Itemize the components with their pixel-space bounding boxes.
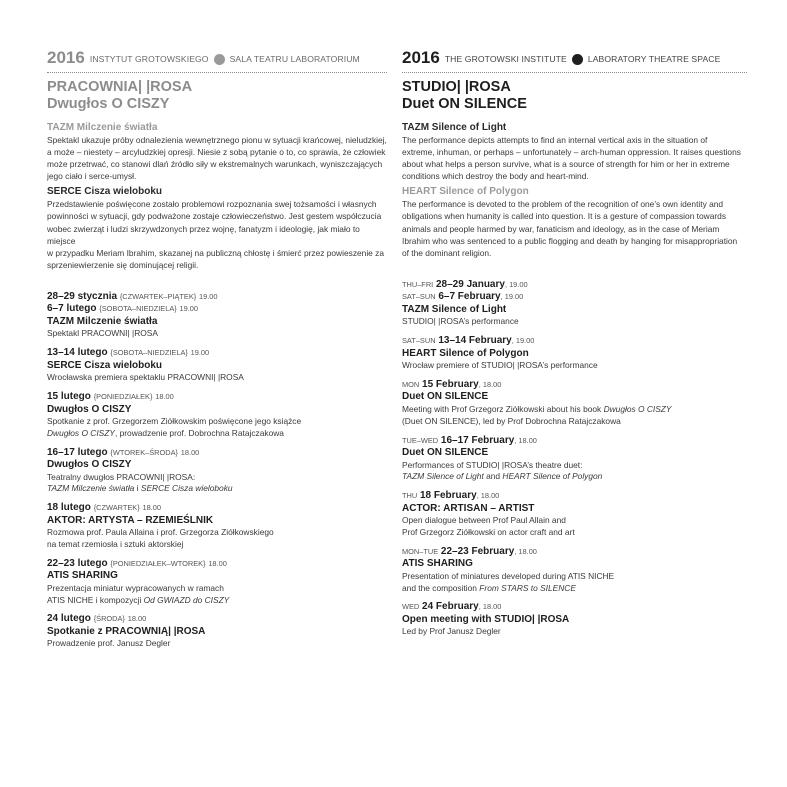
column-header xyxy=(47,44,387,66)
event-day: {ŚRODA} xyxy=(93,614,125,624)
event-description: Prowadzenie prof. Janusz Degler xyxy=(47,638,171,649)
event-time: 19.00 xyxy=(515,336,535,346)
event-description: Dwugłos O CISZY, prowadzenie prof. Dobrochna Ratajczakowa xyxy=(47,427,284,438)
event-description: ATIS NICHE i kompozycji Od GWIAZD do CISZY xyxy=(47,594,230,605)
event-description: Spotkanie z prof. Grzegorzem Ziółkowskim poświęcone jego książce xyxy=(47,416,302,427)
event-title: Dwugłos O CISZY xyxy=(47,403,132,415)
event-description: Performances of STUDIO| |ROSA’s theatre duet: xyxy=(402,459,583,470)
schedule-event xyxy=(402,279,747,328)
event-date: 15 lutego xyxy=(47,391,91,403)
event-title: Dwugłos O CISZY xyxy=(47,459,132,471)
description-section xyxy=(402,186,747,258)
event-description: Led by Prof Janusz Degler xyxy=(402,626,501,637)
event-date-line xyxy=(47,291,387,304)
paragraph-line: The performance is devoted to the problem of the recognition of one’s own identity and xyxy=(402,199,724,210)
paragraph-line: Ibrahim who was sentenced to a public flogging and death by hanging for misappropriation xyxy=(402,235,738,246)
event-description: Prezentacja miniatur wypracowanych w ramach xyxy=(47,582,224,593)
header-institute: THE GROTOWSKI INSTITUTE xyxy=(444,54,567,64)
schedule-event xyxy=(402,490,747,539)
paragraph-line: extreme, inhuman, or perhaps – unfortunately – arch-human oppression. It raises questions xyxy=(402,147,741,158)
event-time: 18.00 xyxy=(482,602,502,612)
schedule-event xyxy=(47,391,387,440)
section-paragraph xyxy=(47,134,387,182)
paragraph-line: of the dominant religion. xyxy=(402,247,492,258)
italic-title: Od GWIAZD do CISZY xyxy=(143,594,230,605)
event-day: {SOBOTA–NIEDZIELA} xyxy=(99,304,177,314)
event-title: Spotkanie z PRACOWNIĄ| |ROSA xyxy=(47,625,206,637)
event-time: 19.00 xyxy=(179,304,199,314)
italic-title: TAZM Milczenie światła xyxy=(47,483,135,494)
paragraph-line: Spektakl ukazuje próby odnalezienia wewnętrznego pionu w sytuacji krańcowej, nieludzkiej, xyxy=(47,135,387,145)
event-date-line xyxy=(47,391,387,404)
paragraph-line: conditions which destroy the body and heart-mind. xyxy=(402,171,589,182)
event-title: Duet ON SILENCE xyxy=(402,391,489,403)
event-date-line xyxy=(47,447,387,460)
event-day: MON–TUE xyxy=(402,546,439,556)
event-description: Prof Grzegorz Ziółkowski on actor craft and art xyxy=(402,526,575,537)
event-date-line xyxy=(47,613,387,626)
event-date-line: THU 18 February, 18.00 xyxy=(402,490,500,502)
event-title: TAZM Silence of Light xyxy=(402,303,507,315)
paragraph-line: w przypadku Meriam Ibrahim, skazanej na publiczną chłostę i śmierć przez powieszenie za xyxy=(47,247,385,258)
event-day: WED xyxy=(402,602,420,612)
event-date-line xyxy=(47,558,387,571)
event-date-line: SAT–SUN 6–7 February, 19.00 xyxy=(402,291,524,303)
event-day: {WTOREK–ŚRODA} xyxy=(110,447,179,457)
event-date-line: MON 15 February, 18.00 xyxy=(402,378,502,390)
title-line: Duet ON SILENCE xyxy=(402,95,527,112)
paragraph-line: sprzeniewierzenie się dominującej religii. xyxy=(47,259,199,270)
section-heading: SERCE Cisza wieloboku xyxy=(47,186,163,198)
event-time: 18.00 xyxy=(127,614,147,624)
section-paragraph xyxy=(402,198,747,258)
event-date: 18 lutego xyxy=(47,502,91,514)
event-time: 18.00 xyxy=(180,447,200,457)
description-section xyxy=(402,122,747,182)
event-day: SAT–SUN xyxy=(402,336,436,346)
polish-column xyxy=(47,44,387,650)
event-time: 18.00 xyxy=(518,546,537,556)
paragraph-line: jego ciało i serce-umysł. xyxy=(47,171,137,182)
event-day: {CZWARTEK–PIĄTEK} xyxy=(119,291,197,301)
circle-bullet-icon xyxy=(214,54,225,65)
event-date: 16–17 February xyxy=(440,434,515,446)
schedule-event xyxy=(402,435,747,484)
paragraph-line: obligations when humanity is called into question. It is a gesture of compassion towards xyxy=(402,211,727,222)
event-title: ATIS SHARING xyxy=(47,570,118,582)
italic-title: Dwugłos O CISZY xyxy=(603,403,672,414)
paragraph-line: The performance depicts attempts to find an internal vertical axis in the situation of xyxy=(402,135,708,145)
schedule-event xyxy=(47,613,387,650)
schedule-list xyxy=(47,291,387,650)
event-title: AKTOR: ARTYSTA – RZEMIEŚLNIK xyxy=(47,514,214,526)
event-description: Presentation of miniatures developed during ATIS NICHE xyxy=(402,570,615,581)
event-time: 18.00 xyxy=(208,558,227,568)
schedule-event xyxy=(402,546,747,595)
event-date: 22–23 February xyxy=(440,545,515,557)
event-date-line: THU–FRI 28–29 January, 19.00 xyxy=(402,278,528,290)
title-line: Dwugłos O CISZY xyxy=(47,95,170,112)
event-time: 19.00 xyxy=(199,291,218,301)
paragraph-line: animals and people harmed by war, fanaticism and ideology, as in the case of Meriam xyxy=(402,223,720,234)
paragraph-line: Przedstawienie poświęcone zostało problemowi rozpoznania swej tożsamości i własnych xyxy=(47,199,377,210)
event-time: 19.00 xyxy=(509,279,528,289)
event-description: (Duet ON SILENCE), led by Prof Dobrochna Ratajczakowa xyxy=(402,415,621,426)
event-date: 13–14 lutego xyxy=(47,347,108,359)
event-date-line xyxy=(47,303,387,316)
paragraph-line: wobec zwierząt i ludzi skrzywdzonych przez wojnę, fanatyzm i ideologię, jak miało to miejsce xyxy=(47,223,360,246)
event-description: TAZM Silence of Light and HEART Silence of Polygon xyxy=(402,471,603,482)
schedule-event xyxy=(47,502,387,551)
event-date: 24 February xyxy=(422,601,479,613)
italic-title: Dwugłos O CISZY xyxy=(47,427,115,438)
event-description: Wrocław premiere of STUDIO| |ROSA’s performance xyxy=(402,360,598,371)
header-year: 2016 xyxy=(47,48,85,67)
event-time: 18.00 xyxy=(155,392,174,402)
event-description: Rozmowa prof. Paula Allaina i prof. Grzegorza Ziółkowskiego xyxy=(47,527,274,538)
dotted-divider xyxy=(47,72,387,73)
event-day: TUE–WED xyxy=(402,435,439,445)
header-venue: SALA TEATRU LABORATORIUM xyxy=(229,54,360,64)
page-title xyxy=(47,79,387,112)
event-date: 6–7 lutego xyxy=(47,303,97,315)
event-description: STUDIO| |ROSA’s performance xyxy=(402,316,519,327)
event-title: ATIS SHARING xyxy=(402,558,473,570)
event-date-line: WED 24 February, 18.00 xyxy=(402,601,502,613)
paragraph-line: może przetrwać, co stanowi dlań źródło siły w ekstremalnych warunkach, wyniszczających xyxy=(47,159,383,170)
event-title: Duet ON SILENCE xyxy=(402,447,489,459)
header-year: 2016 xyxy=(402,48,440,67)
schedule-event xyxy=(402,601,747,638)
event-description: Open dialogue between Prof Paul Allain and xyxy=(402,515,566,526)
event-time: 19.00 xyxy=(190,348,210,358)
event-date: 13–14 February xyxy=(438,335,512,347)
event-day: {SOBOTA–NIEDZIELA} xyxy=(110,348,188,358)
header-venue: LABORATORY THEATRE SPACE xyxy=(587,54,721,64)
event-description: Spektakl PRACOWNI| |ROSA xyxy=(47,328,158,339)
event-time: 18.00 xyxy=(482,379,502,389)
event-day: {PONIEDZIAŁEK} xyxy=(93,392,153,402)
event-date-line: TUE–WED 16–17 February, 18.00 xyxy=(402,434,537,446)
event-date: 22–23 lutego xyxy=(47,557,108,569)
event-date: 15 February xyxy=(422,378,479,390)
event-description: Meeting with Prof Grzegorz Ziółkowski about his book Dwugłos O CISZY xyxy=(402,403,672,414)
event-description: Wrocławska premiera spektaklu PRACOWNI| |ROSA xyxy=(47,372,244,383)
event-day: MON xyxy=(402,379,420,389)
section-paragraph xyxy=(47,198,387,271)
page-title xyxy=(402,79,747,112)
schedule-event xyxy=(47,558,387,607)
event-description: Teatralny dwugłos PRACOWNI| |ROSA: xyxy=(47,471,196,482)
description-section xyxy=(47,122,387,182)
event-date: 18 February xyxy=(419,490,477,502)
paragraph-line: about what helps a person survive, what is a source of strength for him or her in extreme xyxy=(402,159,730,170)
event-description: na temat rzemiosła i sztuki aktorskiej xyxy=(47,539,184,550)
event-date: 16–17 lutego xyxy=(47,446,108,458)
italic-title: SERCE Cisza wieloboku xyxy=(140,483,233,494)
event-date-line xyxy=(47,502,387,515)
italic-title: HEART Silence of Polygon xyxy=(502,471,603,482)
title-line: STUDIO| |ROSA xyxy=(402,79,511,95)
event-title: SERCE Cisza wieloboku xyxy=(47,359,163,371)
title-line: PRACOWNIA| |ROSA xyxy=(47,79,193,95)
header-institute: INSTYTUT GROTOWSKIEGO xyxy=(89,54,209,64)
paragraph-line: powinności w sytuacji, gdy podważone zostaje człowieczeństwo. Jest gestem współczucia xyxy=(47,211,382,222)
schedule-event xyxy=(402,335,747,372)
dotted-divider xyxy=(402,72,747,73)
schedule-event xyxy=(47,347,387,384)
paragraph-line: a może – niestety – arcyludzkiej opresji. Niesie z sobą pytanie o to, co sprawia, że człowiek xyxy=(47,147,386,158)
schedule-event xyxy=(402,379,747,428)
event-day: {PONIEDZIAŁEK–WTOREK} xyxy=(110,558,206,568)
event-date: 28–29 stycznia xyxy=(47,290,118,302)
event-date-line xyxy=(47,347,387,360)
event-title: HEART Silence of Polygon xyxy=(402,347,529,359)
english-column xyxy=(402,44,747,638)
section-heading: TAZM Milczenie światła xyxy=(47,122,158,133)
schedule-event xyxy=(47,447,387,496)
description-section xyxy=(47,186,387,271)
event-date-line: SAT–SUN 13–14 February, 19.00 xyxy=(402,335,535,347)
event-time: 18.00 xyxy=(142,503,161,513)
italic-title: From STARS to SILENCE xyxy=(479,582,576,593)
event-time: 18.00 xyxy=(518,435,537,445)
column-header xyxy=(402,44,747,66)
event-description: TAZM Milczenie światła i SERCE Cisza wieloboku xyxy=(47,483,233,494)
event-day: {CZWARTEK} xyxy=(93,503,140,513)
event-day: THU xyxy=(402,491,418,501)
section-heading: TAZM Silence of Light xyxy=(402,122,507,133)
event-description: and the composition From STARS to SILENCE xyxy=(402,582,576,593)
event-title: ACTOR: ARTISAN – ARTIST xyxy=(402,502,535,514)
event-day: THU–FRI xyxy=(402,279,434,289)
event-date: 24 lutego xyxy=(47,613,91,625)
event-date: 6–7 February xyxy=(438,291,501,303)
event-date-line: MON–TUE 22–23 February, 18.00 xyxy=(402,545,537,557)
italic-title: TAZM Silence of Light xyxy=(402,471,484,482)
event-title: Open meeting with STUDIO| |ROSA xyxy=(402,613,570,625)
schedule-list xyxy=(402,279,747,638)
event-time: 19.00 xyxy=(504,292,524,302)
section-paragraph xyxy=(402,134,747,182)
event-time: 18.00 xyxy=(480,491,500,501)
event-title: TAZM Milczenie światła xyxy=(47,315,158,327)
event-day: SAT–SUN xyxy=(402,292,436,302)
event-date: 28–29 January xyxy=(436,278,505,290)
section-heading: HEART Silence of Polygon xyxy=(402,186,529,198)
schedule-event xyxy=(47,291,387,340)
circle-bullet-icon xyxy=(572,54,583,65)
